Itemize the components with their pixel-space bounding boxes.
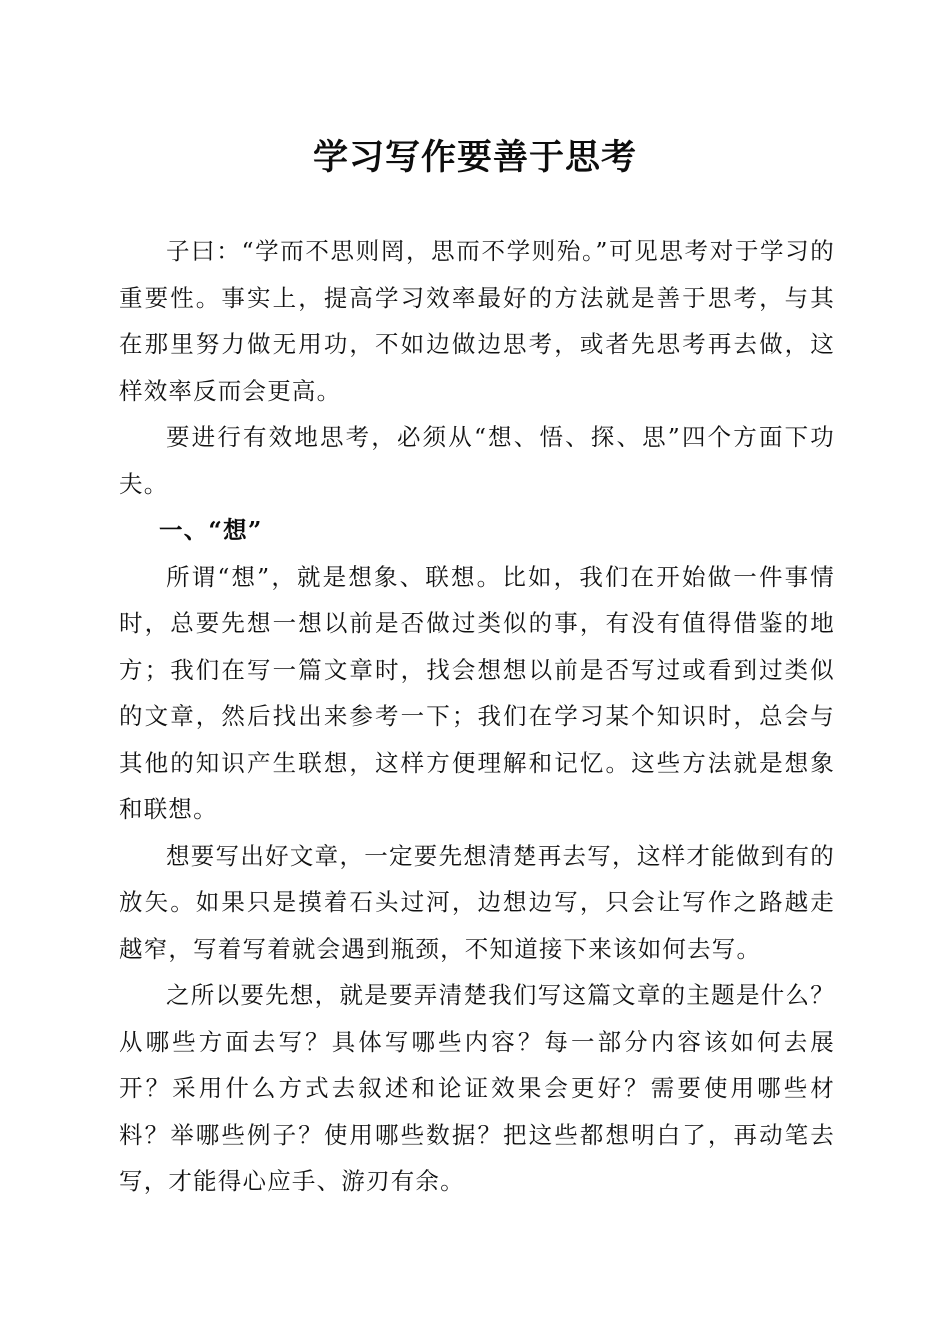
section-paragraph: 所谓“想”，就是想象、联想。比如，我们在开始做一件事情时，总要先想一想以前是否做过类似的事，有没有值得借鉴的地方；我们在写一篇文章时，找会想想以前是否写过或看到过类似的文章，然后找出来参考一下；我们在学习某个知识时，总会与其他的知识产生联想，这样方便理解和记忆。这些方法就是想象和联想。 [119,562,835,823]
section-heading: 一、“想” [159,516,263,544]
document-body [119,228,835,1205]
section-paragraph: 想要写出好文章，一定要先想清楚再去写，这样才能做到有的放矢。如果只是摸着石头过河，边想边写，只会让写作之路越走越窄，写着写着就会遇到瓶颈，不知道接下来该如何去写。 [119,841,835,963]
body-paragraph: 要进行有效地思考，必须从“想、悟、探、思”四个方面下功夫。 [119,423,835,498]
document-title: 学习写作要善于思考 [312,137,637,178]
body-paragraph: 子曰：“学而不思则罔，思而不学则殆。”可见思考对于学习的重要性。事实上，提高学习效率最好的方法就是善于思考，与其在那里努力做无用功，不如边做边思考，或者先思考再去做，这样效率反而会更高。 [119,237,835,405]
section-paragraph: 之所以要先想，就是要弄清楚我们写这篇文章的主题是什么？从哪些方面去写？具体写哪些内容？每一部分内容该如何去展开？采用什么方式去叙述和论证效果会更好？需要使用哪些材料？举哪些例子？使用哪些数据？把这些都想明白了，再动笔去写，才能得心应手、游刃有余。 [119,981,835,1195]
